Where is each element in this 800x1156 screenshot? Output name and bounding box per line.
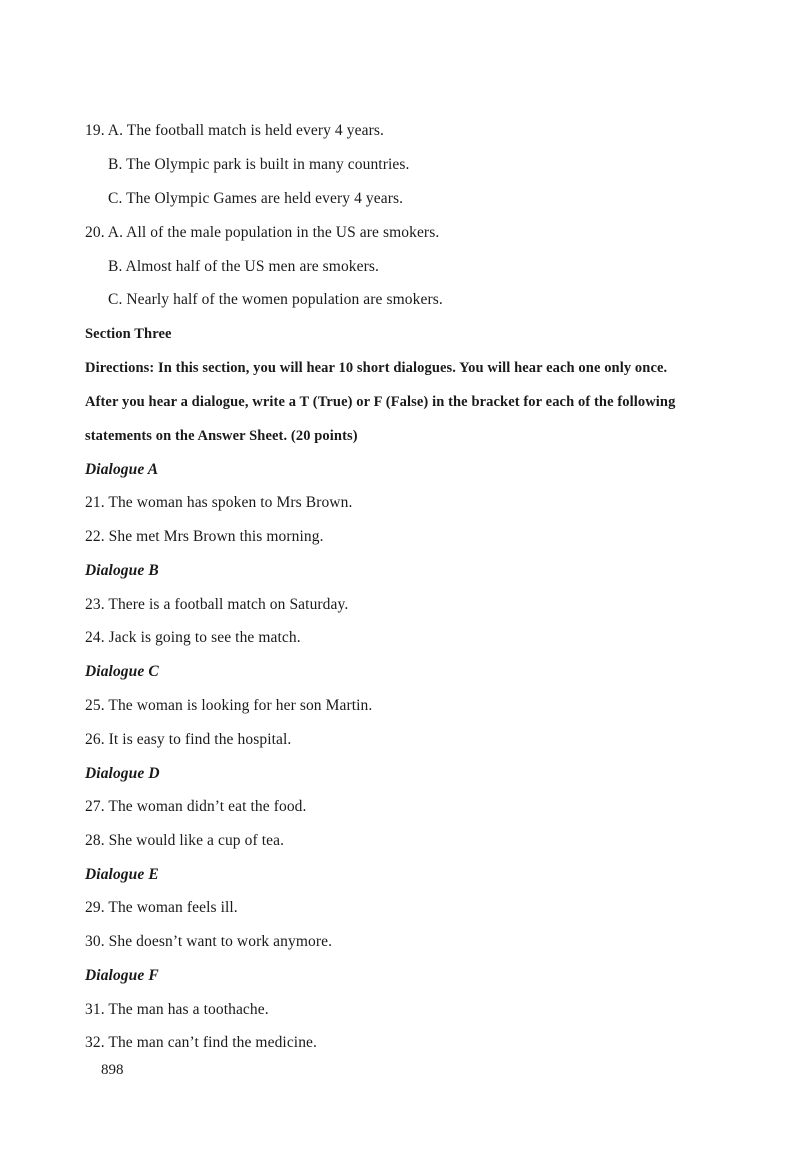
directions-line-1: Directions: In this section, you will hear 10 short dialogues. You will hear each one only once. [85, 360, 668, 376]
section-title: Section Three [85, 326, 172, 342]
statement-28: 28. She would like a cup of tea. [85, 832, 285, 849]
page-number: 898 [101, 1062, 124, 1078]
directions-line-2: After you hear a dialogue, write a T (True) or F (False) in the bracket for each of the following [85, 394, 676, 410]
q19-option-a: 19. A. The football match is held every 4 years. [85, 122, 384, 139]
statement-25: 25. The woman is looking for her son Martin. [85, 697, 373, 714]
statement-29: 29. The woman feels ill. [85, 899, 238, 916]
statement-32: 32. The man can’t find the medicine. [85, 1034, 318, 1051]
statement-31: 31. The man has a toothache. [85, 1001, 269, 1018]
statement-26: 26. It is easy to find the hospital. [85, 731, 292, 748]
statement-23: 23. There is a football match on Saturday. [85, 596, 349, 613]
dialogue-b-heading: Dialogue B [85, 562, 159, 579]
statement-21: 21. The woman has spoken to Mrs Brown. [85, 494, 353, 511]
dialogue-d-heading: Dialogue D [85, 765, 160, 782]
directions-line-3: statements on the Answer Sheet. (20 points) [85, 428, 358, 444]
dialogue-f-heading: Dialogue F [85, 967, 159, 984]
dialogue-a-heading: Dialogue A [85, 461, 159, 478]
q20-option-c: C. Nearly half of the women population are smokers. [108, 291, 443, 308]
q20-option-b: B. Almost half of the US men are smokers. [108, 258, 380, 275]
statement-30: 30. She doesn’t want to work anymore. [85, 933, 333, 950]
statement-22: 22. She met Mrs Brown this morning. [85, 528, 324, 545]
dialogue-c-heading: Dialogue C [85, 663, 159, 680]
dialogue-e-heading: Dialogue E [85, 866, 159, 883]
statement-27: 27. The woman didn’t eat the food. [85, 798, 307, 815]
q20-option-a: 20. A. All of the male population in the US are smokers. [85, 224, 440, 241]
q19-option-c: C. The Olympic Games are held every 4 years. [108, 190, 404, 207]
q19-option-b: B. The Olympic park is built in many countries. [108, 156, 410, 173]
statement-24: 24. Jack is going to see the match. [85, 629, 301, 646]
